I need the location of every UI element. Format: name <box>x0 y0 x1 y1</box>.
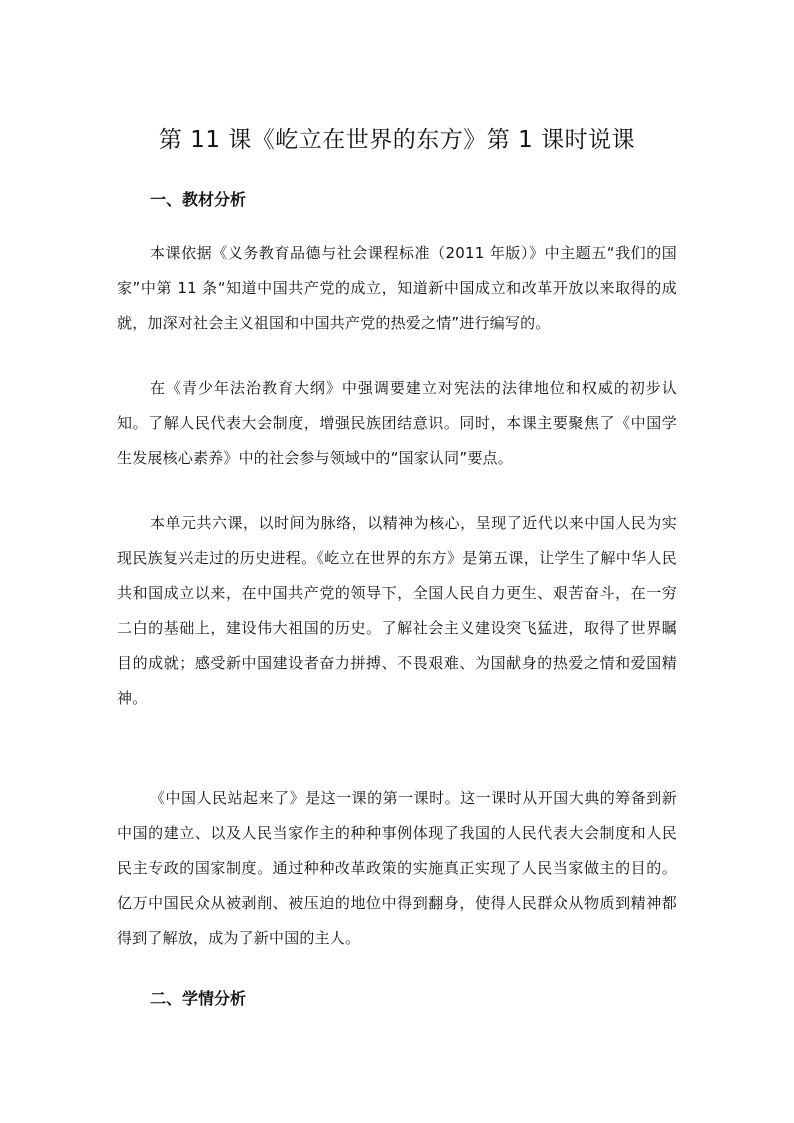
page-title: 第 11 课《屹立在世界的东方》第 1 课时说课 <box>158 127 636 153</box>
paragraph-legal-education: 在《青少年法治教育大纲》中强调要建立对宪法的法律地位和权威的初步认知。了解人民代表大会制度，增强民族团结意识。同时，本课主要聚焦了《中国学生发展核心素养》中的社会参与领域中的“国家认同”要点。 <box>117 379 677 467</box>
paragraph-curriculum-standard: 本课依据《义务教育品德与社会课程标准（2011 年版）》中主题五“我们的国家”中第 11 条“知道中国共产党的成立，知道新中国成立和改革开放以来取得的成就，加深对社会主义祖国和中国共产党的热爱之情”进行编写的。 <box>117 244 677 332</box>
paragraph-unit-overview: 本单元共六课，以时间为脉络，以精神为核心，呈现了近代以来中国人民为实现民族复兴走过的历史进程。《屹立在世界的东方》是第五课，让学生了解中华人民共和国成立以来，在中国共产党的领导下，全国人民自力更生、艰苦奋斗，在一穷二白的基础上，建设伟大祖国的历史。了解社会主义建设突飞猛进，取得了世界瞩目的成就；感受新中国建设者奋力拼搏、不畏艰难、为国献身的热爱之情和爱国精神。 <box>117 514 677 707</box>
section-heading-student-analysis: 二、学情分析 <box>150 989 247 1008</box>
section-heading-textbook-analysis: 一、教材分析 <box>150 190 247 209</box>
paragraph-first-lesson: 《中国人民站起来了》是这一课的第一课时。这一课时从开国大典的筹备到新中国的建立、以及人民当家作主的种种事例体现了我国的人民代表大会制度和人民民主专政的国家制度。通过种种改革政策的实施真正实现了人民当家做主的目的。亿万中国民众从被剥削、被压迫的地位中得到翻身，使得人民群众从物质到精神都得到了解放，成为了新中国的主人。 <box>117 789 677 947</box>
